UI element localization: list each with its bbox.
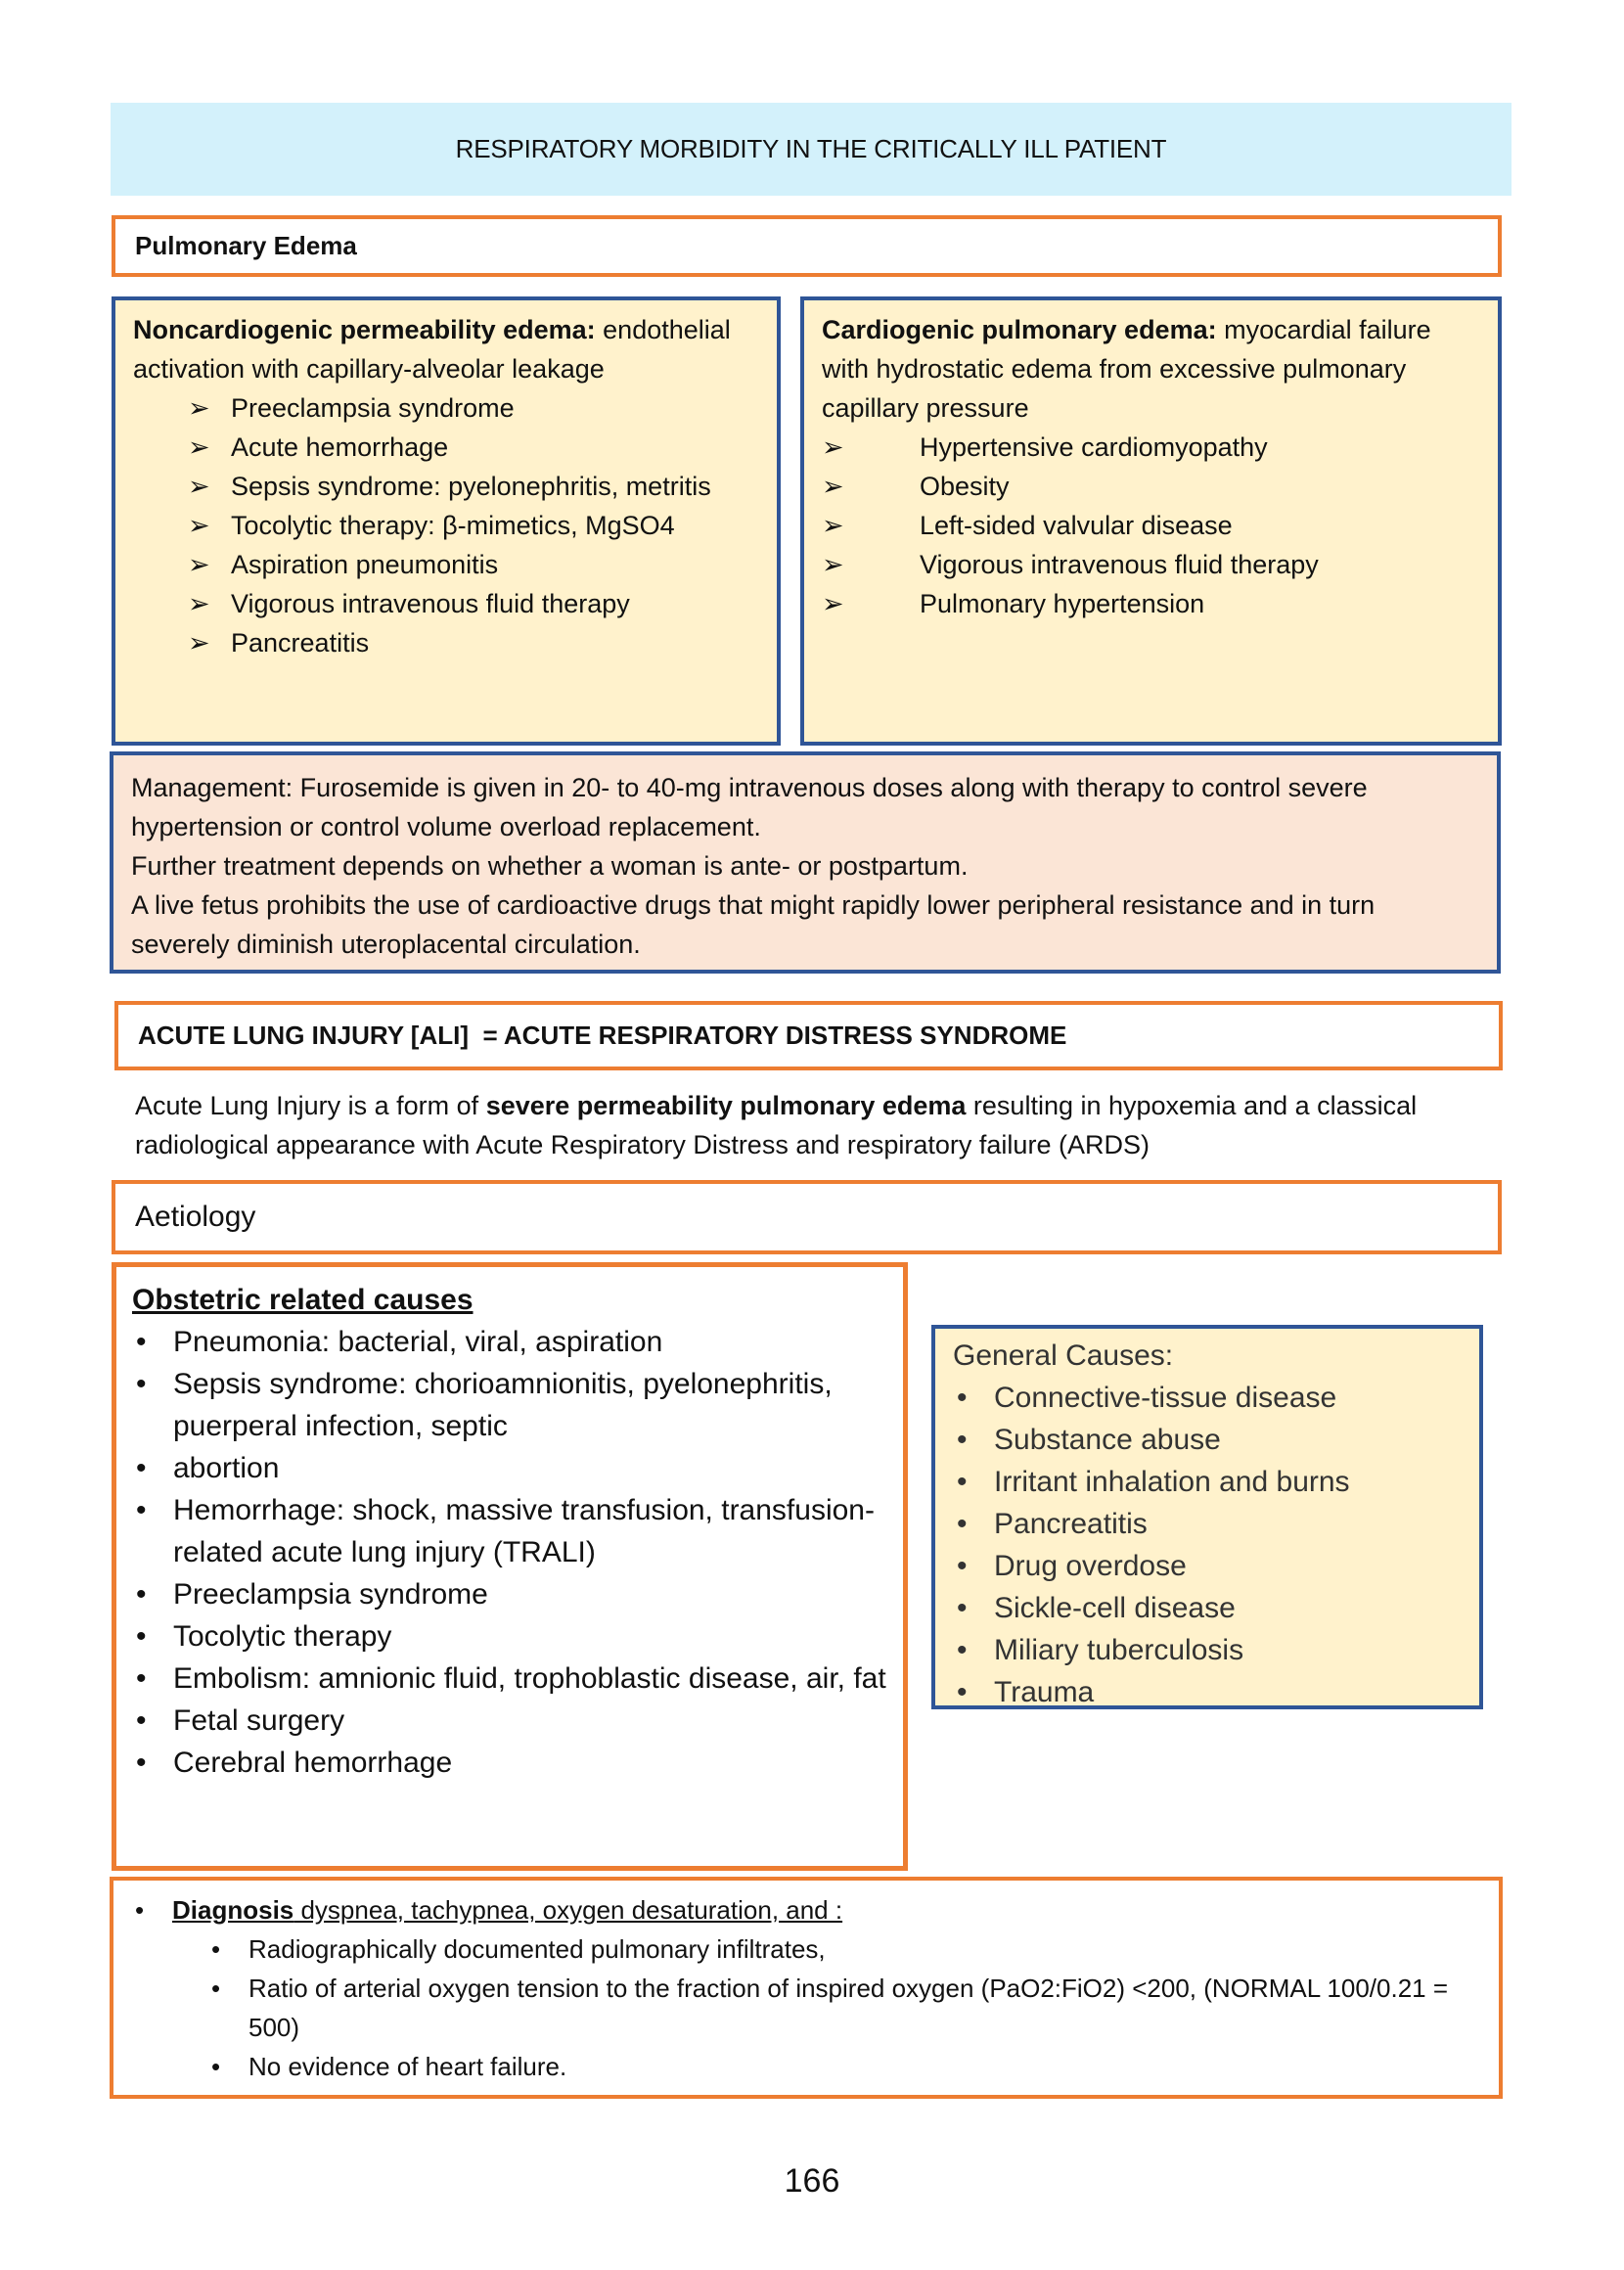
ali-intro: Acute Lung Injury is a form of severe permeability pulmonary edema resulting in hypoxemia and a classical radiological appearance with Acute Respiratory Distress and respiratory failure (ARDS) [135, 1091, 1418, 1159]
management-box [110, 751, 1501, 974]
noncardiogenic-description: endothelial activation with capillary-alveolar leakage [133, 315, 731, 384]
diagnosis-lead [129, 1890, 1483, 1930]
general-causes-list [953, 1377, 1462, 1713]
list-item: • Tocolytic therapy [132, 1615, 887, 1657]
list-item: ➢ Acute hemorrhage [133, 428, 759, 467]
list-item: • Fetal surgery [132, 1700, 887, 1742]
diagnosis-box [110, 1877, 1503, 2099]
list-item: ➢ Preeclampsia syndrome [133, 388, 759, 428]
list-item: ➢ Hypertensive cardiomyopathy [822, 428, 1480, 467]
list-item: ➢ Aspiration pneumonitis [133, 545, 759, 584]
list-item: • Pancreatitis [953, 1503, 1462, 1545]
bullet-icon: • [957, 1508, 968, 1540]
list-item: • Pneumonia: bacterial, viral, aspiration [132, 1321, 887, 1363]
cardiogenic-box [800, 296, 1502, 746]
list-item: • Connective-tissue disease [953, 1377, 1462, 1419]
bullet-icon: • [136, 1704, 147, 1737]
list-item: ➢ Pancreatitis [133, 623, 759, 662]
arrow-bullet-icon: ➢ [188, 393, 210, 423]
general-causes-box [931, 1325, 1483, 1709]
list-item: • Embolism: amnionic fluid, trophoblastic disease, air, fat [132, 1657, 887, 1700]
pulmonary-edema-heading-box [112, 215, 1502, 277]
management-line: Further treatment depends on whether a woman is ante- or postpartum. [131, 851, 969, 881]
ali-heading-box [114, 1001, 1503, 1070]
list-item: ➢ Pulmonary hypertension [822, 584, 1480, 623]
bullet-icon: • [136, 1452, 147, 1484]
list-item: • Sickle-cell disease [953, 1587, 1462, 1629]
obstetric-causes-box [112, 1262, 908, 1871]
noncardiogenic-list [133, 388, 759, 662]
diagnosis-lead-text: dyspnea, tachypnea, oxygen desaturation, and : [293, 1895, 843, 1925]
list-item: • Miliary tuberculosis [953, 1629, 1462, 1671]
page-number: 166 [784, 2162, 840, 2200]
arrow-bullet-icon: ➢ [822, 432, 844, 462]
arrow-bullet-icon: ➢ [188, 628, 210, 658]
list-item: • Sepsis syndrome: chorioamnionitis, pyelonephritis, puerperal infection, septic [132, 1363, 887, 1447]
list-item: • Irritant inhalation and burns [953, 1461, 1462, 1503]
list-item: • No evidence of heart failure. [207, 2047, 1483, 2086]
arrow-bullet-icon: ➢ [188, 472, 210, 501]
list-item: ➢ Vigorous intravenous fluid therapy [133, 584, 759, 623]
list-item: • Cerebral hemorrhage [132, 1742, 887, 1784]
bullet-icon: • [136, 1326, 147, 1358]
bullet-icon: • [135, 1895, 145, 1925]
arrow-bullet-icon: ➢ [822, 589, 844, 618]
diagnosis-criteria-list [207, 1930, 1483, 2086]
obstetric-causes-list [132, 1321, 887, 1784]
diagnosis-label: Diagnosis [172, 1895, 294, 1925]
list-item: ➢ Obesity [822, 467, 1480, 506]
bullet-icon: • [136, 1578, 147, 1611]
ali-intro-emphasis: severe permeability pulmonary edema [485, 1091, 967, 1120]
arrow-bullet-icon: ➢ [822, 511, 844, 540]
arrow-bullet-icon: ➢ [188, 589, 210, 618]
management-line: Management: Furosemide is given in 20- to 40-mg intravenous doses along with therapy to control severe hypertension or control volume overload replacement. [131, 773, 1368, 841]
bullet-icon: • [136, 1368, 147, 1400]
bullet-icon: • [957, 1466, 968, 1498]
list-item: • Trauma [953, 1671, 1462, 1713]
cardiogenic-title: Cardiogenic pulmonary edema: [822, 315, 1217, 344]
list-item: • Drug overdose [953, 1545, 1462, 1587]
arrow-bullet-icon: ➢ [188, 511, 210, 540]
list-item: • Radiographically documented pulmonary infiltrates, [207, 1930, 1483, 1969]
bullet-icon: • [211, 2052, 221, 2081]
management-line: A live fetus prohibits the use of cardioactive drugs that might rapidly lower peripheral resistance and in turn severely diminish uteroplacental circulation. [131, 890, 1376, 959]
list-item: • Preeclampsia syndrome [132, 1573, 887, 1615]
list-item: ➢ Sepsis syndrome: pyelonephritis, metritis [133, 467, 759, 506]
noncardiogenic-box [112, 296, 781, 746]
arrow-bullet-icon: ➢ [188, 550, 210, 579]
noncardiogenic-title: Noncardiogenic permeability edema: [133, 315, 596, 344]
page-title: RESPIRATORY MORBIDITY IN THE CRITICALLY ILL PATIENT [455, 134, 1167, 163]
obstetric-causes-title: Obstetric related causes [132, 1284, 474, 1316]
arrow-bullet-icon: ➢ [822, 472, 844, 501]
bullet-icon: • [211, 1934, 221, 1964]
aetiology-heading-box [112, 1180, 1502, 1254]
cardiogenic-description: myocardial failure with hydrostatic edema from excessive pulmonary capillary pressure [822, 315, 1431, 423]
ali-heading: ACUTE LUNG INJURY [ALI] = ACUTE RESPIRATORY DISTRESS SYNDROME [138, 1021, 1067, 1050]
general-causes-title: General Causes: [953, 1339, 1174, 1372]
list-item: • Hemorrhage: shock, massive transfusion, transfusion-related acute lung injury (TRALI) [132, 1489, 887, 1573]
bullet-icon: • [957, 1424, 968, 1456]
list-item: ➢ Tocolytic therapy: β-mimetics, MgSO4 [133, 506, 759, 545]
page-title-banner [111, 103, 1511, 196]
cardiogenic-list [822, 428, 1480, 623]
bullet-icon: • [957, 1382, 968, 1414]
bullet-icon: • [136, 1620, 147, 1653]
bullet-icon: • [136, 1662, 147, 1695]
bullet-icon: • [957, 1676, 968, 1708]
bullet-icon: • [136, 1494, 147, 1526]
arrow-bullet-icon: ➢ [822, 550, 844, 579]
bullet-icon: • [957, 1634, 968, 1666]
bullet-icon: • [957, 1592, 968, 1624]
bullet-icon: • [136, 1747, 147, 1779]
arrow-bullet-icon: ➢ [188, 432, 210, 462]
list-item: • abortion [132, 1447, 887, 1489]
list-item: ➢ Vigorous intravenous fluid therapy [822, 545, 1480, 584]
list-item: ➢ Left-sided valvular disease [822, 506, 1480, 545]
bullet-icon: • [957, 1550, 968, 1582]
list-item: • Ratio of arterial oxygen tension to the fraction of inspired oxygen (PaO2:FiO2) <200, (NORMAL 100/0.21 = 500) [207, 1969, 1483, 2047]
list-item: • Substance abuse [953, 1419, 1462, 1461]
bullet-icon: • [211, 1974, 221, 2003]
aetiology-heading: Aetiology [135, 1201, 256, 1233]
pulmonary-edema-heading: Pulmonary Edema [135, 231, 357, 260]
